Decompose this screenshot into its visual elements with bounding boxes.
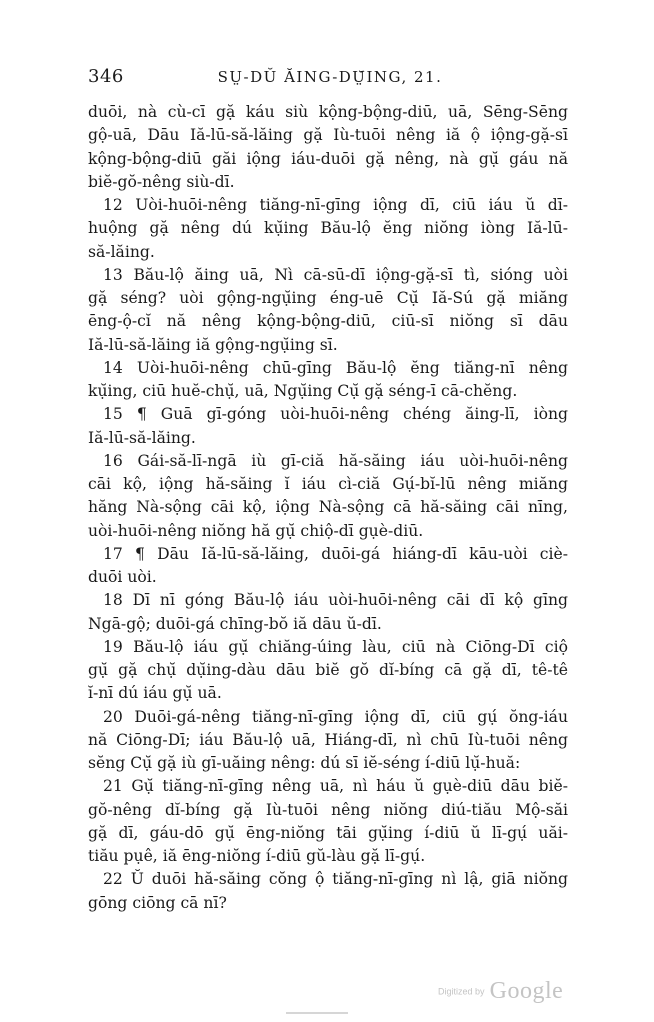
page-number: 346 xyxy=(88,66,124,87)
verse-16 xyxy=(88,450,568,543)
text-line: ĭ-nī dú iáu gụ̆ uā. xyxy=(88,684,222,703)
verse-19 xyxy=(88,636,568,706)
text-line: 19 Bău-lộ iáu gụ̆ chiăng-úing làu, ciū nà Ciōng-Dī ciộ xyxy=(103,637,568,656)
text-line: gụ̆ gặ chụ̆ dụ̆ing-dàu dāu biĕ gŏ dĭ-bíng cā gặ dī, tê-tê xyxy=(88,661,568,679)
text-line: uòi-huōi-nêng niŏng hă gụ̆ chiộ-dī gụè-diū. xyxy=(88,521,424,540)
text-line: 18 Dī nī góng Bău-lộ iáu uòi-huōi-nêng cāi dī kộ gīng xyxy=(103,591,568,610)
verse-15 xyxy=(88,403,568,450)
text-line: sĕng Cụ̆ gặ iù gī-uăing nêng: dú sī iĕ-séng í-diū lụ̆-huă: xyxy=(88,754,521,772)
text-line: duōi uòi. xyxy=(88,568,157,586)
verse-21 xyxy=(88,775,568,868)
text-line: 13 Bău-lộ ăing uā, Nì cā-sū-dī iộng-gặ-sī tì, sióng uòi xyxy=(103,265,568,284)
text-line: 20 Duōi-gá-nêng tiăng-nī-gīng iộng dī, ciū gụ́ ŏng-iáu xyxy=(103,707,568,726)
text-line: 16 Gái-să-lī-ngā iù gī-ciă hă-săing iáu uòi-huōi-nêng xyxy=(103,451,568,470)
page-header xyxy=(88,66,568,96)
verse-20 xyxy=(88,706,568,776)
text-line: cāi kộ, iộng hă-săing ĭ iáu cì-ciă Gụ́-bĭ-lū nêng miăng xyxy=(88,475,568,493)
text-line: 22 Ŭ duōi hă-săing cŏng ộ tiăng-nī-gīng nì lậ, giā niŏng xyxy=(103,870,568,889)
body-text xyxy=(88,101,568,915)
text-line: gộ-uā, Dāu Iă-lū-să-lăing gặ Iù-tuōi nêng iă ộ iộng-gặ-sī xyxy=(88,126,568,145)
text-line: 21 Gụ̆ tiăng-nī-gīng nêng uā, nì háu ŭ gụè-diū dāu biĕ- xyxy=(103,777,568,796)
text-line: gŏ-nêng dĭ-bíng gặ Iù-tuōi nêng niŏng diú-tiău Mộ-săi xyxy=(88,800,568,819)
text-line: 14 Uòi-huōi-nêng chū-gīng Bău-lộ ĕng tiăng-nī nêng xyxy=(103,358,568,377)
text-line: gặ dī, gáu-dō gụ̆ ēng-niŏng tāi gụ̆ing í-diū ŭ lī-gụ́ uăi- xyxy=(88,823,568,842)
text-line: huộng gặ nêng dú kụ̆ing Bău-lộ ĕng niŏng iòng Iă-lū- xyxy=(88,219,568,238)
text-line: kụ̆ing, ciū huĕ-chụ̆, uā, Ngụ̆ing Cụ̆ gặ séng-ī cā-chĕng. xyxy=(88,382,518,400)
text-line: Iă-lū-să-lăing iă gộng-ngụ̆ing sī. xyxy=(88,335,338,354)
verse-14 xyxy=(88,357,568,404)
verse-12 xyxy=(88,194,568,264)
continued-paragraph xyxy=(88,101,568,194)
google-logo: Google xyxy=(489,978,564,1004)
text-line: kộng-bộng-diū găi iộng iáu-duōi gặ nêng, nà gụ̆ gáu nă xyxy=(88,149,568,168)
text-line: 17 ¶ Dāu Iă-lū-să-lăing, duōi-gá hiáng-dī kāu-uòi ciè- xyxy=(103,544,568,563)
text-line: biĕ-gŏ-nêng siù-dī. xyxy=(88,172,235,191)
page-smudge xyxy=(286,1012,348,1014)
text-line: tiău pụê, iă ēng-niŏng í-diū gŭ-làu gặ lī-gụ́. xyxy=(88,847,426,865)
text-line: hăng Nà-sộng cāi kộ, iộng Nà-sộng cā hă-săing cāi nīng, xyxy=(88,498,568,517)
verse-17 xyxy=(88,543,568,590)
text-line: 15 ¶ Guā gī-góng uòi-huōi-nêng chéng ăing-lī, iòng xyxy=(103,405,568,424)
text-line: duōi, nà cù-cī gặ káu siù kộng-bộng-diū, uā, Sēng-Sēng xyxy=(88,103,568,121)
verse-22 xyxy=(88,868,568,915)
text-line: Iă-lū-să-lăing. xyxy=(88,428,196,447)
digitized-watermark xyxy=(438,978,588,1010)
verse-18 xyxy=(88,589,568,636)
text-line: 12 Uòi-huōi-nêng tiăng-nī-gīng iộng dī, ciū iáu ŭ dī- xyxy=(103,196,568,214)
running-head: SṲ-DŬ ĂING-DṲ̆ING, 21. xyxy=(217,68,443,86)
text-line: gặ séng? uòi gộng-ngụ̆ing éng-uē Cụ̆ Iă-Sú gặ miăng xyxy=(88,289,568,307)
text-line: ēng-ộ-cĭ nă nêng kộng-bộng-diū, ciū-sī niŏng sī dāu xyxy=(88,312,568,331)
text-line: Ngā-gộ; duōi-gá chīng-bŏ iă dāu ŭ-dī. xyxy=(88,614,382,633)
text-line: să-lăing. xyxy=(88,242,155,261)
text-line: gōng ciōng cā nī? xyxy=(88,893,227,912)
watermark-caption: Digitized by xyxy=(438,986,485,997)
text-line: nă Ciōng-Dī; iáu Bău-lộ uā, Hiáng-dī, nì chū Iù-tuōi nêng xyxy=(88,730,568,749)
verse-13 xyxy=(88,264,568,357)
